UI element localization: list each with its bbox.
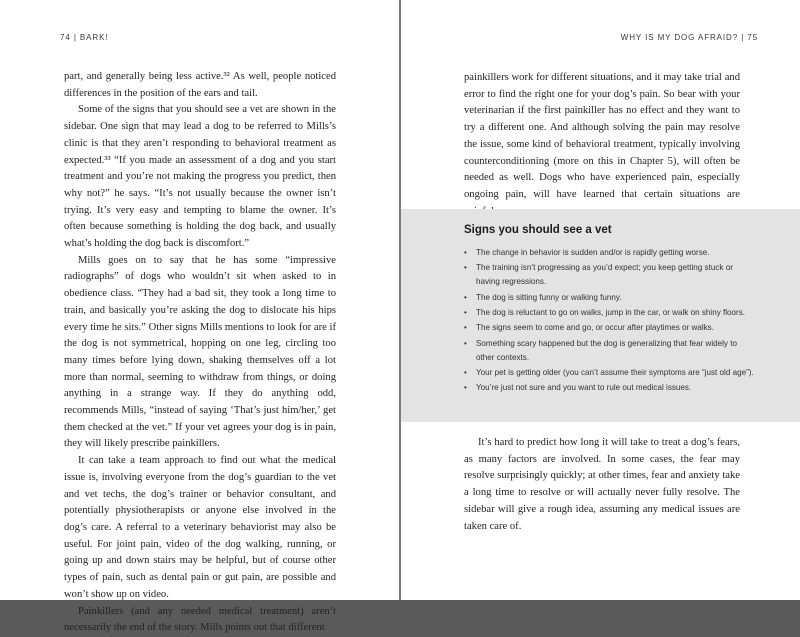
sidebar-item-text: You’re just not sure and you want to rule out medical issues. [476, 383, 692, 393]
running-head-right: WHY IS MY DOG AFRAID? | 75 [620, 33, 758, 42]
left-body-text [64, 69, 336, 637]
left-page [0, 0, 399, 634]
paragraph: Painkillers (and any needed medical treatment) aren’t necessarily the end of the story. Mills points out that different [64, 605, 336, 634]
sidebar-item-text: The change in behavior is sudden and/or is rapidly getting worse. [476, 248, 710, 257]
sidebar-item-text: Something scary happened but the dog is generalizing that fear widely to other contexts. [476, 338, 737, 362]
sidebar-item [464, 381, 754, 395]
sidebar-item [464, 246, 754, 260]
right-body-text-top [464, 70, 740, 220]
sidebar-item-text: The signs seem to come and go, or occur after playtimes or walks. [476, 323, 714, 333]
bullet-icon: • [464, 248, 467, 257]
bullet-icon: • [464, 307, 467, 317]
paragraph: Mills goes on to say that he has some “impressive radiographs” of dogs who wouldn’t sit when asked to in obedience class. “They had a bad sit, they took a long time to train, and basically you’re asking the dog to dislocate his hips every time he sits.” Other signs Mills mentions to look for are if the dog is not symmetrical, hopping on one leg, circling too many times before lying down, shaking themselves off a lot more than normal, seeming to withdraw from things, or doing anything in a strange way. If they do anything odd, recommends Mills, “instead of saying ‘That’s just him/her,’ get them checked at the vet.” If your vet agrees your dog is in pain, they will likely prescribe painkillers. [64, 254, 336, 450]
right-body-text-bottom [464, 435, 740, 535]
right-page [401, 0, 800, 600]
running-head-left: 74 | BARK! [60, 33, 109, 42]
sidebar-item-text: Your pet is getting older (you can’t assume their symptoms are “just old age”). [476, 367, 754, 377]
sidebar-item [464, 337, 754, 365]
sidebar-list [464, 246, 754, 397]
sidebar-item-text: The dog is sitting funny or walking funny. [476, 292, 622, 302]
bullet-icon: • [464, 338, 467, 348]
sidebar-item [464, 306, 754, 320]
sidebar-item [464, 366, 754, 380]
paragraph: Some of the signs that you should see a vet are shown in the sidebar. One sign that may lead a dog to be referred to Mills’s clinic is that they aren’t responding to behavioral treatment as expected.³³ “If you made an assessment of a dog and you start treatment and you’re not making the progress you predict, then why not?” he says. “It’s not usually because the owner isn’t trying. It’s very easy and tempting to blame the owner. It’s often because something is holding the dog back, and usually what’s holding the dog back is discomfort.” [64, 104, 336, 250]
bullet-icon: • [464, 292, 467, 302]
sidebar-item [464, 321, 754, 335]
paragraph: painkillers work for different situations, and it may take trial and error to find the right one for your dog’s pain. So bear with your veterinarian if the first painkiller has no effect and they want to try a different one. And although solving the pain may resolve the issue, some kind of behavioral treatment, typically involving counterconditioning (more on this in Chapter 5), will often be needed as well. Dogs who have experienced pain, especially ongoing pain, will have learned that certain situations are [464, 72, 740, 200]
paragraph: part, and generally being less active.³² As well, people noticed differences in the position of the ears and tail. [64, 71, 336, 99]
bullet-icon: • [464, 367, 467, 377]
bullet-icon: • [464, 263, 467, 273]
sidebar-item-text: The training isn’t progressing as you’d expect; you keep getting stuck or having regressions. [476, 263, 733, 287]
sidebar-item [464, 291, 754, 305]
paragraph: It’s hard to predict how long it will take to treat a dog’s fears, as many factors are involved. In some cases, the fear may resolve surprisingly quickly; at other times, fear and anxiety take a long time to resolve or will actually never fully resolve. The sidebar will give a rough idea, assuming any medical issues are taken care of. [464, 437, 740, 532]
sidebar-title: Signs you should see a vet [464, 224, 612, 236]
paragraph: It can take a team approach to find out what the medical issue is, involving everyone from the dog’s guardian to the vet and vet techs, the dog’s trainer or behavior consultant, and potentially physiotherapists or anyone else involved in the dog’s care. A referral to a veterinary behaviorist may also be useful. For joint pain, video of the dog walking, running, or going up and down stairs may be helpful, but of course other types of pain, such as dental pain or gut pain, are possible and won’t show up on video. [64, 455, 336, 600]
bullet-icon: • [464, 383, 467, 393]
sidebar-item-text: The dog is reluctant to go on walks, jump in the car, or walk on shiny floors. [476, 307, 746, 317]
sidebar-item [464, 261, 754, 289]
sidebar-box [401, 209, 800, 422]
bullet-icon: • [464, 323, 467, 333]
